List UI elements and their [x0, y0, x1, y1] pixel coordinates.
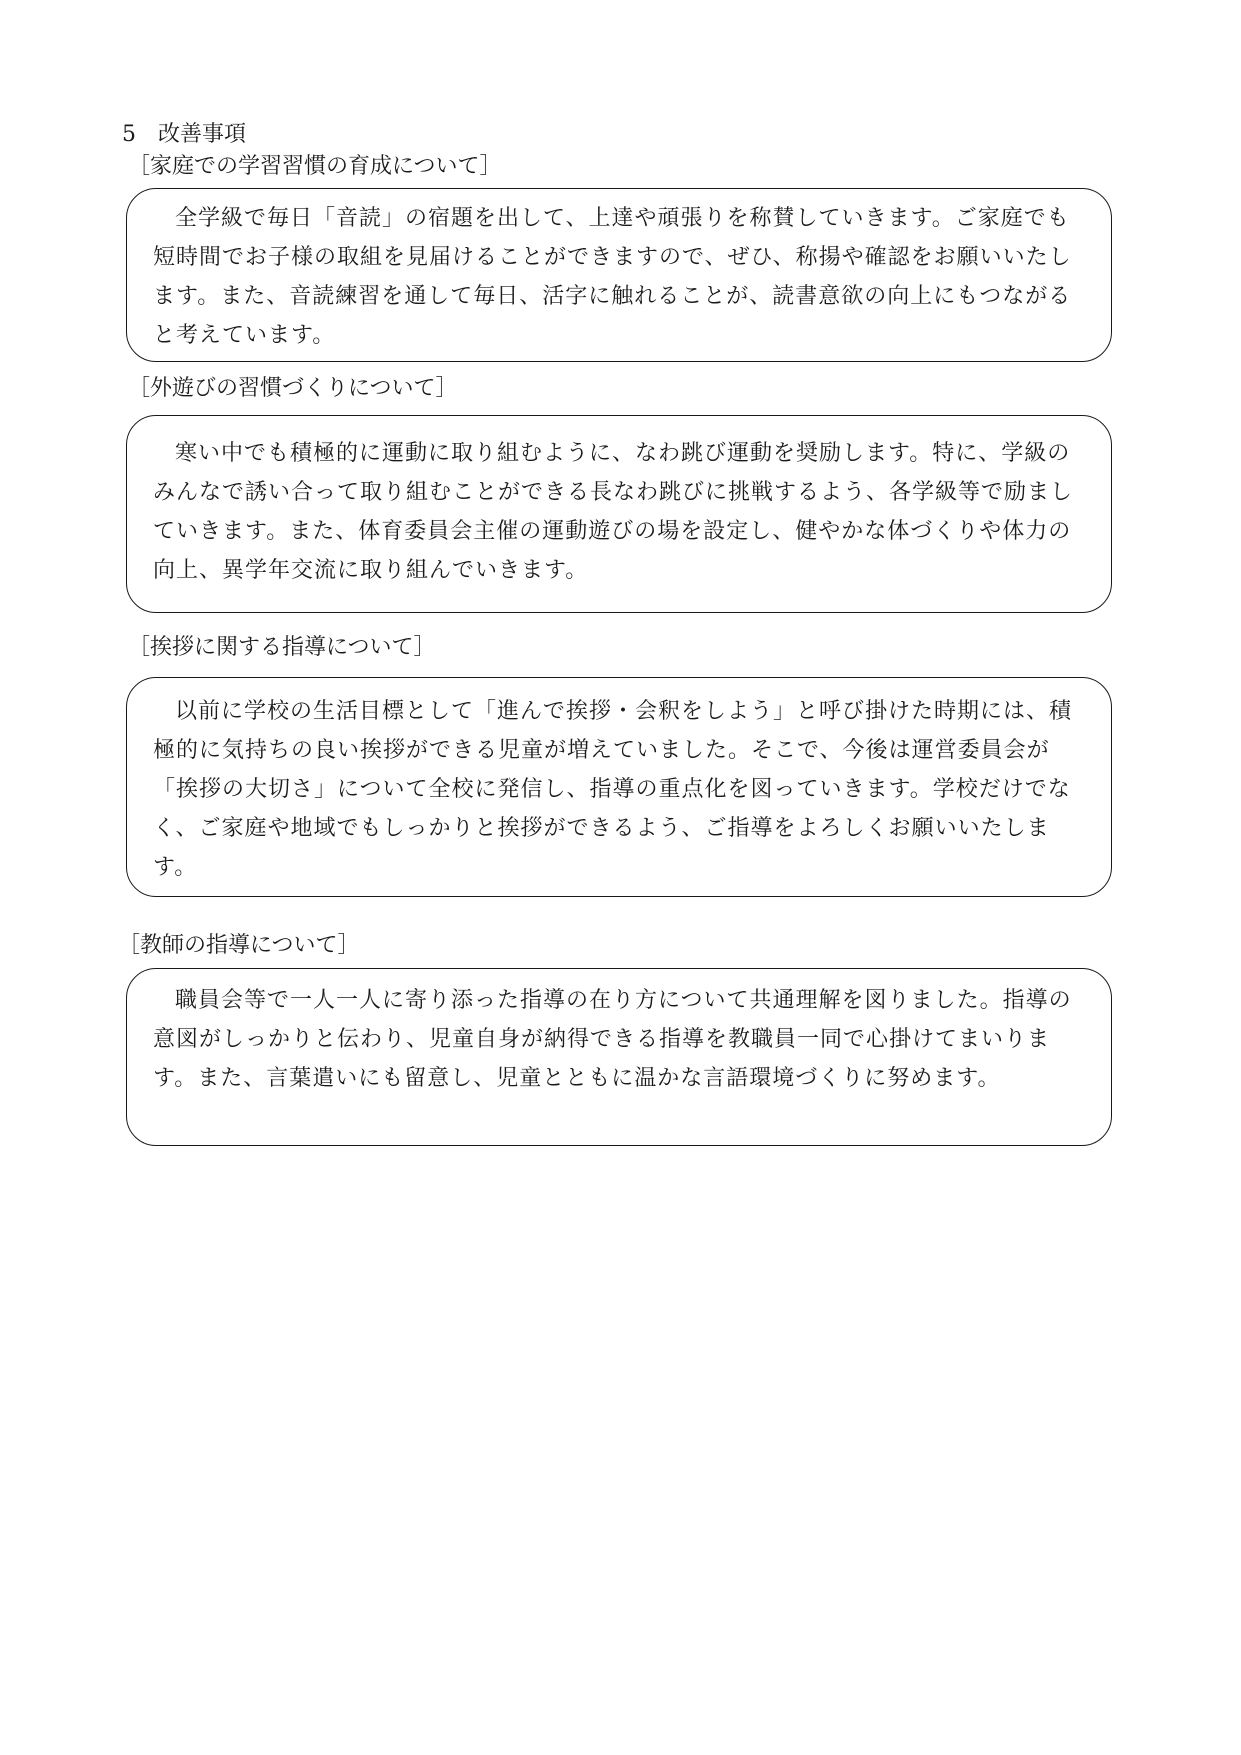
- section-label-outdoor-play: ［外遊びの習慣づくりについて］: [128, 376, 458, 401]
- section-box-teacher-guidance: [126, 968, 1112, 1146]
- section-label-home-study: ［家庭での学習習慣の育成について］: [128, 154, 502, 179]
- section-text-outdoor-play: 寒い中でも積極的に運動に取り組むように、なわ跳び運動を奨励します。特に、学級のみんなで誘い合って取り組むことができる長なわ跳びに挑戦するよう、各学級等で励ましていきます。また、体育委員会主催の運動遊びの場を設定し、健やかな体づくりや体力の向上、異学年交流に取り組んでいきます。: [153, 441, 1074, 583]
- section-text-teacher-guidance: 職員会等で一人一人に寄り添った指導の在り方について共通理解を図りました。指導の意図がしっかりと伝わり、児童自身が納得できる指導を教職員一同で心掛けてまいります。また、言葉遣いにも留意し、児童とともに温かな言語環境づくりに努めます。: [153, 988, 1072, 1091]
- section-box-outdoor-play: [126, 415, 1112, 613]
- section-box-greetings: [126, 677, 1112, 897]
- section-text-home-study: 全学級で毎日「音読」の宿題を出して、上達や頑張りを称賛していきます。ご家庭でも短時間でお子様の取組を見届けることができますので、ぜひ、称揚や確認をお願いいたします。また、音読練習を通して毎日、活字に触れることが、読書意欲の向上にもつながると考えています。: [153, 206, 1072, 348]
- section-box-home-study: [126, 188, 1112, 362]
- section-label-teacher-guidance: ［教師の指導について］: [118, 933, 360, 958]
- section-label-greetings: ［挨拶に関する指導について］: [128, 635, 436, 660]
- section-text-greetings: 以前に学校の生活目標として「進んで挨拶・会釈をしよう」と呼び掛けた時期には、積極的に気持ちの良い挨拶ができる児童が増えていました。そこで、今後は運営委員会が「挨拶の大切さ」について全校に発信し、指導の重点化を図っていきます。学校だけでなく、ご家庭や地域でもしっかりと挨拶ができるよう、ご指導をよろしくお願いいたします。: [153, 699, 1073, 880]
- page-heading: 5 改善事項: [122, 122, 246, 147]
